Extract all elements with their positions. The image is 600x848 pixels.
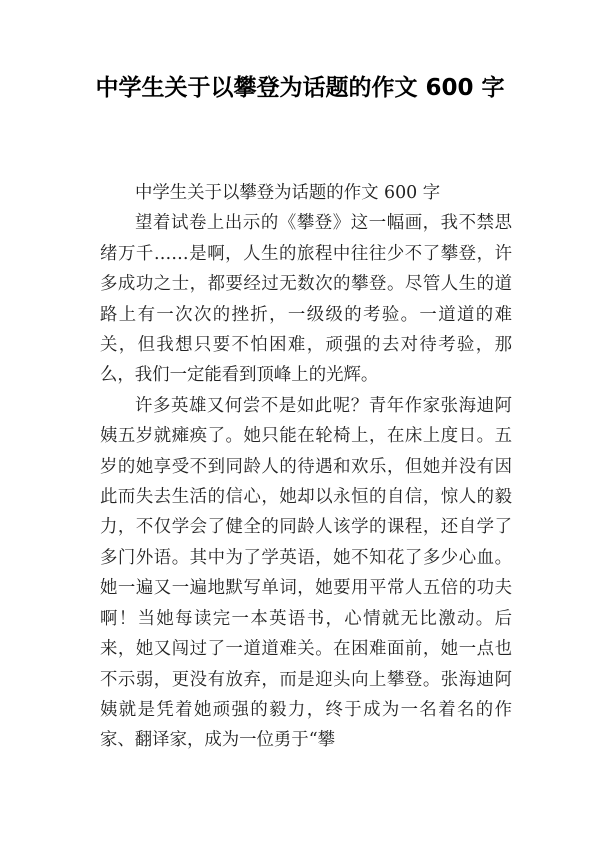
subtitle-paragraph: 中学生关于以攀登为话题的作文 600 字 bbox=[135, 183, 441, 203]
body-paragraph: 许多英雄又何尝不是如此呢？青年作家张海迪阿姨五岁就瘫痪了。她只能在轮椅上，在床上度日。五岁的她享受不到同龄人的待遇和欢乐，但她并没有因此而失去生活的信心，她却以永恒的自信，惊人的毅力，不仅学会了健全的同龄人该学的课程，还自学了多门外语。其中为了学英语，她不知花了多少心血。她一遍又一遍地默写单词，她要用平常人五倍的功夫啊！当她每读完一本英语书，心情就无比激动。后来，她又闯过了一道道难关。在困难面前，她一点也不示弱，更没有放弃，而是迎头向上攀登。张海迪阿姨就是凭着她顽强的毅力，终于成为一名着名的作家、翻译家，成为一位勇于“攀 bbox=[100, 395, 512, 751]
document-body bbox=[100, 178, 512, 756]
body-paragraph: 望着试卷上出示的《攀登》这一幅画，我不禁思绪万千……是啊，人生的旅程中往往少不了攀登，许多成功之士，都要经过无数次的攀登。尽管人生的道路上有一次次的挫折，一级级的考验。一道道的难关，但我想只要不怕困难，顽强的去对待考验，那么，我们一定能看到顶峰上的光辉。 bbox=[100, 213, 512, 386]
document-title: 中学生关于以攀登为话题的作文 600 字 bbox=[95, 75, 505, 101]
